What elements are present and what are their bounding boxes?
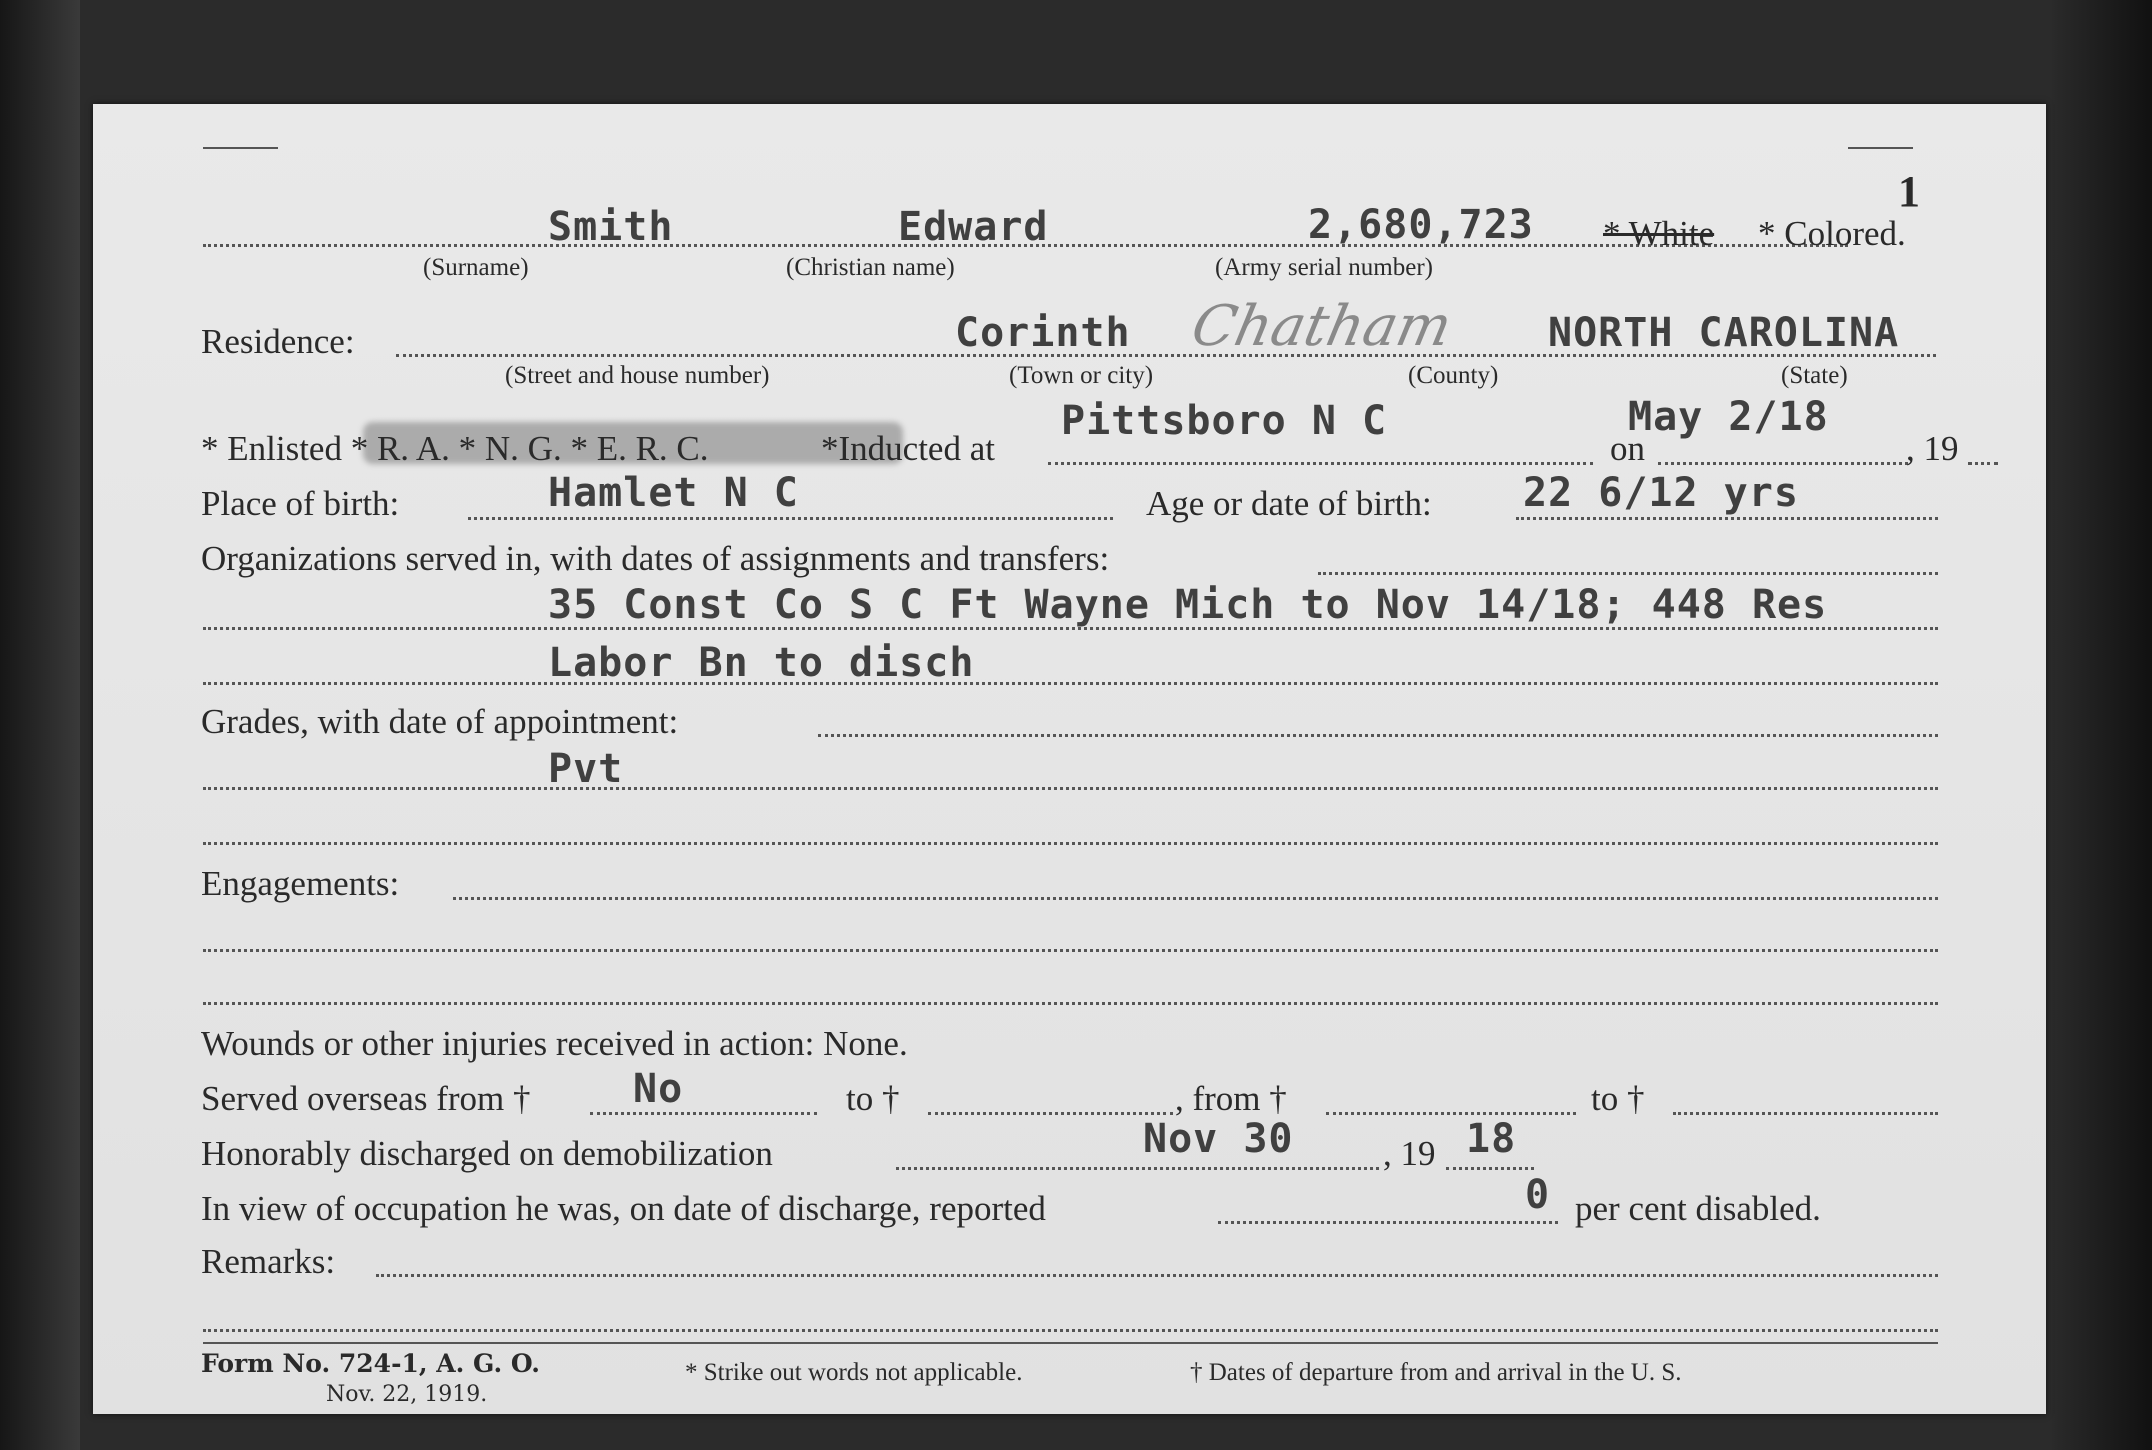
overseas-from-line xyxy=(590,1112,817,1115)
dates-note: † Dates of departure from and arrival in the U. S. xyxy=(1190,1359,1682,1386)
organizations-label: Organizations served in, with dates of assignments and transfers: xyxy=(201,539,1110,578)
top-left-mark xyxy=(203,147,278,149)
discharge-label: Honorably discharged on demobilization xyxy=(201,1134,773,1173)
residence-town: Corinth xyxy=(955,310,1131,356)
year-line xyxy=(1968,462,1998,465)
serial-number-value: 2,680,723 xyxy=(1308,202,1534,248)
service-record-card xyxy=(93,104,2046,1414)
state-caption: (State) xyxy=(1781,362,1848,389)
discharge-date: Nov 30 xyxy=(1143,1116,1294,1162)
engagements-line-3 xyxy=(203,1002,1938,1005)
overseas-to-label: to † xyxy=(846,1079,900,1118)
overseas-to2-label: to † xyxy=(1591,1079,1645,1118)
residence-county: Chatham xyxy=(1186,294,1458,359)
overseas-from-value: No xyxy=(633,1066,684,1112)
serial-number-caption: (Army serial number) xyxy=(1215,254,1433,281)
age-line xyxy=(1516,517,1938,520)
scanner-edge-right xyxy=(2052,0,2152,1450)
age-label: Age or date of birth: xyxy=(1146,484,1432,523)
surname-caption: (Surname) xyxy=(423,254,529,281)
strike-note: * Strike out words not applicable. xyxy=(685,1359,1023,1386)
discharge-date-line xyxy=(896,1167,1379,1170)
year-prefix-label: , 19 xyxy=(1906,429,1959,468)
remarks-line-2 xyxy=(203,1329,1938,1332)
grades-label-line xyxy=(818,734,1938,737)
engagements-line-1 xyxy=(453,897,1938,900)
race-colored: * Colored. xyxy=(1758,214,1906,253)
christian-name-value: Edward xyxy=(898,204,1049,250)
footer-rule xyxy=(203,1342,1938,1344)
top-right-mark xyxy=(1848,147,1913,149)
discharge-year-label: , 19 xyxy=(1383,1134,1436,1173)
form-date: Nov. 22, 1919. xyxy=(326,1382,488,1407)
engagements-label: Engagements: xyxy=(201,864,400,903)
christian-name-caption: (Christian name) xyxy=(786,254,955,281)
discharge-year: 18 xyxy=(1466,1116,1517,1162)
county-caption: (County) xyxy=(1408,362,1499,389)
organizations-line-2 xyxy=(203,682,1938,685)
grade-value: Pvt xyxy=(548,746,624,792)
inducted-date-line xyxy=(1658,462,1908,465)
grades-label: Grades, with date of appointment: xyxy=(201,702,679,741)
disability-value: 0 xyxy=(1525,1172,1551,1218)
inducted-label: *Inducted at xyxy=(821,429,995,468)
overseas-label: Served overseas from † xyxy=(201,1079,531,1118)
surname-value: Smith xyxy=(548,204,674,250)
age-value: 22 6/12 yrs xyxy=(1523,470,1799,516)
birth-place: Hamlet N C xyxy=(548,470,799,516)
form-number: Form No. 724-1, A. G. O. xyxy=(201,1349,540,1378)
overseas-to2-line xyxy=(1673,1112,1938,1115)
wounds-label: Wounds or other injuries received in action: None. xyxy=(201,1024,908,1063)
remarks-line-1 xyxy=(376,1274,1938,1277)
scanner-edge-left xyxy=(0,0,80,1450)
remarks-label: Remarks: xyxy=(201,1242,336,1281)
inducted-date: May 2/18 xyxy=(1628,394,1829,440)
disability-line xyxy=(1218,1221,1558,1224)
organizations-label-line xyxy=(1318,572,1938,575)
overseas-from2-line xyxy=(1326,1112,1576,1115)
overseas-from2-label: , from † xyxy=(1175,1079,1287,1118)
organizations-entry-2: Labor Bn to disch xyxy=(548,640,975,686)
grades-line-2 xyxy=(203,842,1938,845)
race-white-struck: * White xyxy=(1603,214,1715,253)
birth-place-line xyxy=(468,517,1113,520)
inducted-place: Pittsboro N C xyxy=(1061,398,1388,444)
organizations-entry-1: 35 Const Co S C Ft Wayne Mich to Nov 14/18; 448 Res xyxy=(548,582,1828,628)
on-label: on xyxy=(1610,429,1645,468)
birth-place-label: Place of birth: xyxy=(201,484,400,523)
discharge-year-line xyxy=(1446,1167,1534,1170)
residence-state: NORTH CAROLINA xyxy=(1548,310,1900,356)
town-caption: (Town or city) xyxy=(1009,362,1154,389)
inducted-place-line xyxy=(1048,462,1593,465)
page-number: 1 xyxy=(1898,167,1920,216)
engagements-line-2 xyxy=(203,949,1938,952)
grades-line-1 xyxy=(203,787,1938,790)
disability-suffix: per cent disabled. xyxy=(1575,1189,1821,1228)
street-caption: (Street and house number) xyxy=(505,362,770,389)
enlisted-label: * Enlisted * R. A. * N. G. * E. R. C. xyxy=(201,429,709,468)
disability-label: In view of occupation he was, on date of discharge, reported xyxy=(201,1189,1046,1228)
overseas-to-line xyxy=(928,1112,1173,1115)
residence-label: Residence: xyxy=(201,322,355,361)
